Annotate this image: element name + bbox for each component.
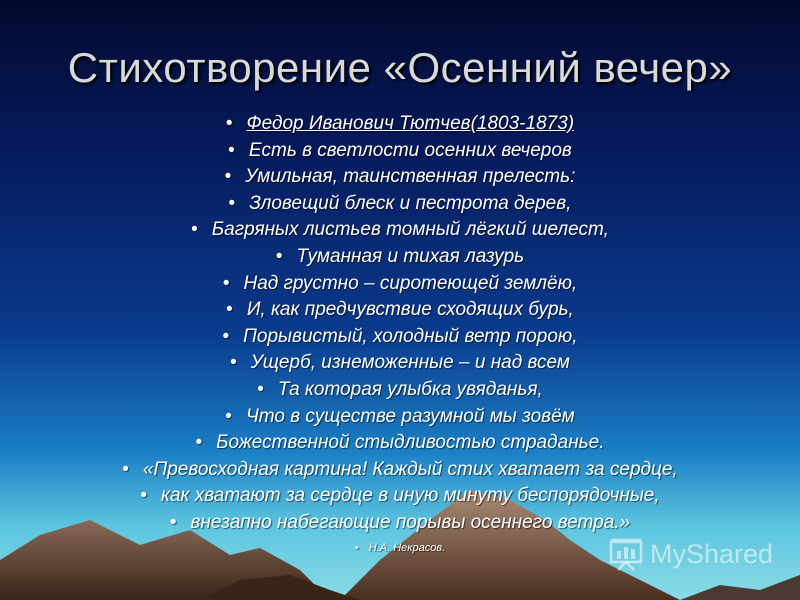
poem-line: И, как предчувствие сходящих бурь, — [246, 299, 574, 321]
poem-line: Ущерб, изнеможенные – и над всем — [250, 352, 570, 374]
author-link[interactable]: Федор Иванович Тютчев(1803-1873) — [246, 113, 575, 134]
list-item — [0, 217, 800, 244]
poem-line: Что в существе разумной мы зовём — [245, 405, 575, 427]
list-item — [0, 324, 800, 351]
poem-list — [0, 111, 800, 559]
list-item — [0, 510, 800, 537]
list-item — [0, 404, 800, 431]
poem-line: Божественной стыдливостью страданье. — [216, 432, 605, 454]
bullet: • — [230, 352, 237, 374]
poem-line: Та которая улыбка увяданья, — [277, 378, 543, 400]
quote-line: внезапно набегающие порывы осеннего ветра.» — [190, 511, 631, 533]
list-item — [0, 377, 800, 404]
poem-line: Есть в светлости осенних вечеров — [248, 139, 572, 161]
list-item — [0, 138, 800, 165]
poem-line: Багряных листьев томный лёгкий шелест, — [211, 219, 609, 241]
attribution: Н.А. Некрасов. — [368, 541, 446, 554]
list-item — [0, 191, 800, 218]
bullet: • — [228, 139, 235, 161]
bullet: • — [225, 113, 233, 134]
bullet: • — [222, 325, 230, 347]
bullet: • — [191, 219, 198, 241]
bullet: • — [140, 485, 147, 507]
presentation-board-icon — [608, 536, 644, 572]
watermark-text: MyShared — [650, 538, 774, 569]
list-item-author — [0, 111, 800, 138]
poem-line: Туманная и тихая лазурь — [296, 245, 525, 267]
list-item — [0, 430, 800, 457]
list-item — [0, 164, 800, 191]
bullet: • — [226, 299, 233, 321]
quote-line: «Превосходная картина! Каждый стих хватает за сердце, — [142, 458, 678, 480]
bullet: • — [222, 272, 230, 294]
bullet: • — [354, 541, 359, 554]
list-item — [0, 457, 800, 484]
list-item — [0, 350, 800, 377]
list-item — [0, 271, 800, 298]
bullet: • — [195, 432, 203, 454]
quote-line: как хватают за сердце в иную минуту беспорядочные, — [160, 485, 660, 507]
poem-line: Над грустно – сиротеющей землёю, — [243, 272, 578, 294]
poem-line: Зловещий блеск и пестрота дерев, — [249, 192, 572, 214]
bullet: • — [225, 405, 232, 427]
bullet: • — [257, 378, 264, 400]
list-item — [0, 297, 800, 324]
watermark — [608, 534, 773, 574]
poem-line: Порывистый, холодный ветр порою, — [243, 325, 578, 347]
slide-title: Стихотворение «Осенний вечер» — [67, 44, 733, 91]
bullet: • — [275, 245, 283, 267]
list-item — [0, 483, 800, 510]
bullet: • — [224, 166, 232, 188]
poem-line: Умильная, таинственная прелесть: — [245, 166, 576, 188]
bullet: • — [169, 511, 177, 533]
list-item — [0, 244, 800, 271]
bullet: • — [228, 192, 236, 214]
bullet: • — [122, 458, 129, 480]
